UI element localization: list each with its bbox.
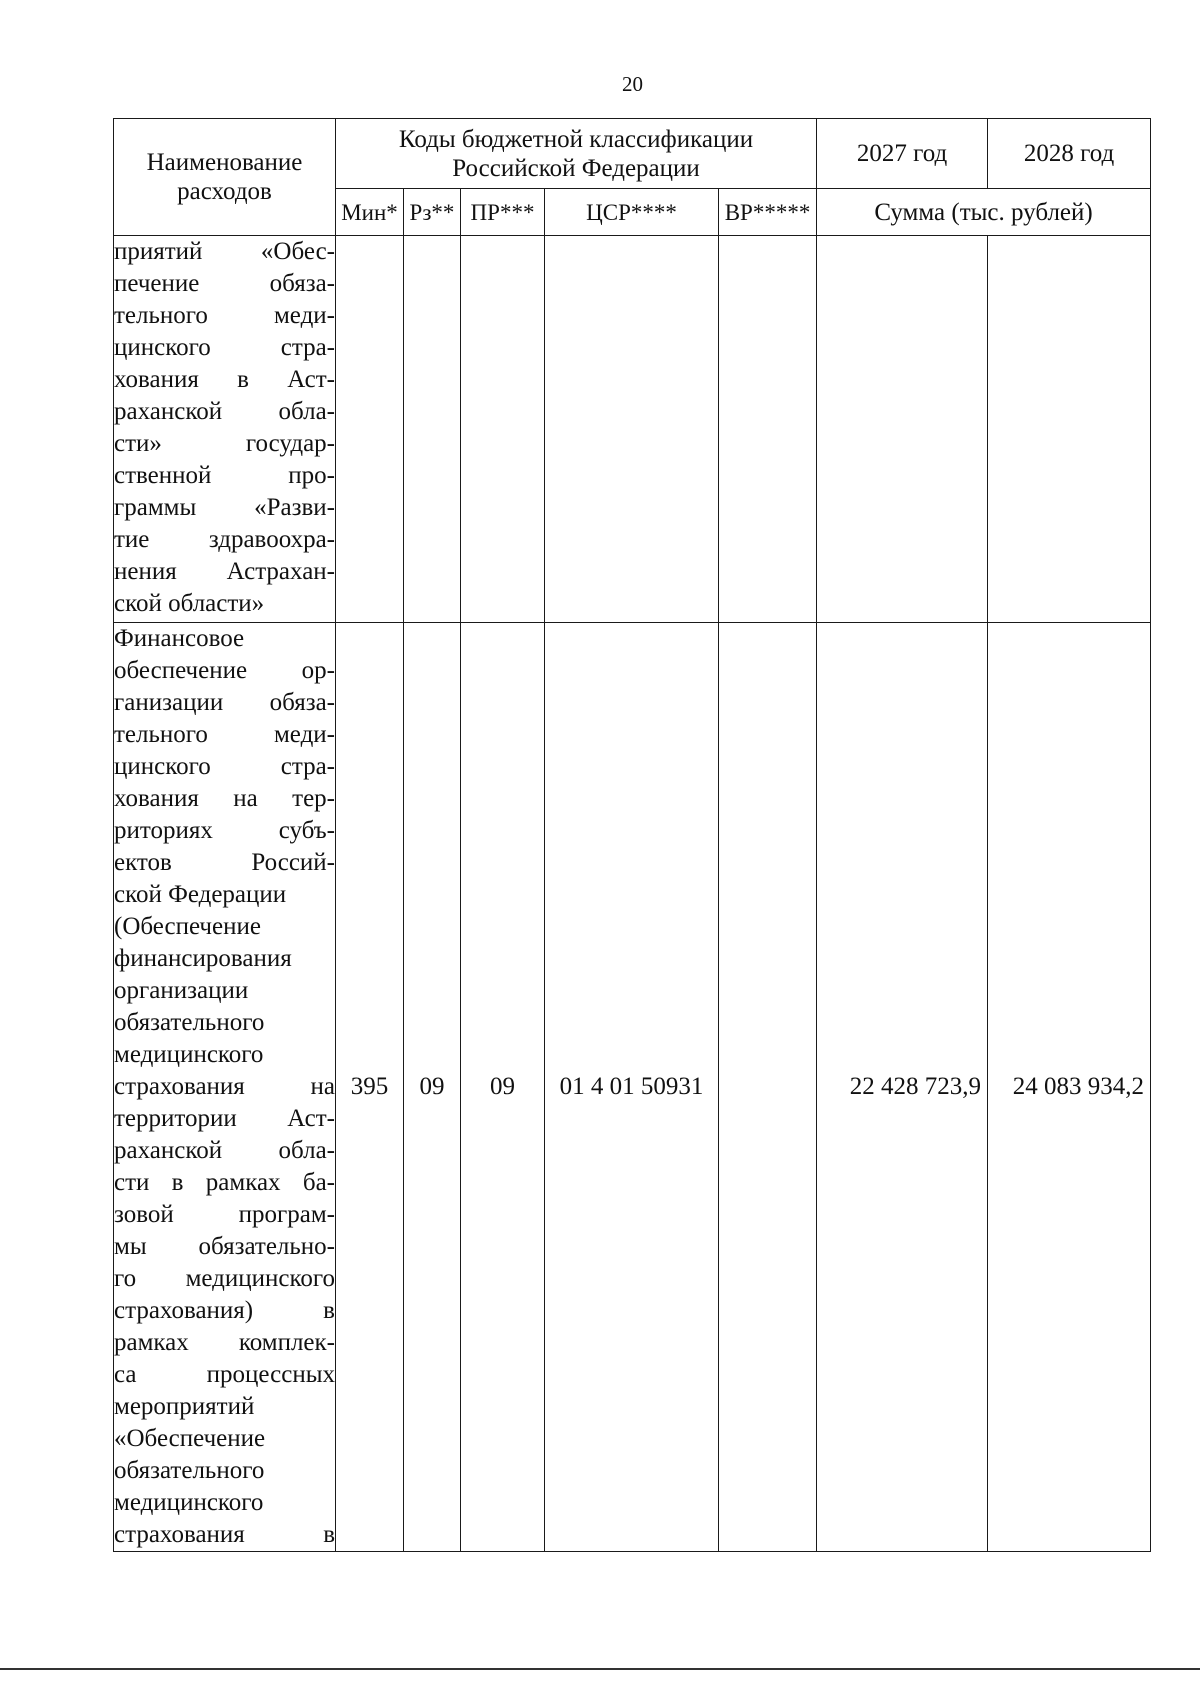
name-line: сти» государ-	[114, 430, 335, 457]
name-line: ганизации обяза-	[114, 689, 335, 716]
cell-pr	[461, 236, 545, 623]
cell-vr	[719, 623, 817, 1552]
header-year-2028: 2028 год	[988, 119, 1151, 189]
table-row	[114, 623, 1151, 1552]
name-line: хования в Аст-	[114, 366, 335, 393]
name-line: раханской обла-	[114, 1137, 335, 1164]
name-line: страхования в	[114, 1521, 335, 1548]
cell-csr	[545, 236, 719, 623]
row-name-cell	[114, 236, 336, 623]
name-line: са процессных	[114, 1361, 335, 1388]
cell-min	[336, 236, 404, 623]
table-row	[114, 236, 1151, 623]
header-pr: ПР***	[461, 189, 545, 236]
name-line: медицинского	[114, 1489, 264, 1516]
name-line: тельного меди-	[114, 721, 335, 748]
header-vr: ВР*****	[719, 189, 817, 236]
name-line: го медицинского	[114, 1265, 335, 1292]
header-name-column: Наименование расходов	[114, 119, 336, 236]
name-line: риториях субъ-	[114, 817, 335, 844]
cell-min: 395	[336, 623, 404, 1552]
name-line: обязательного	[114, 1457, 265, 1484]
name-line: (Обеспечение	[114, 913, 261, 940]
name-line: медицинского	[114, 1041, 264, 1068]
name-line: ственной про-	[114, 462, 335, 489]
name-line: Финансовое	[114, 625, 245, 652]
name-line: страхования) в	[114, 1297, 335, 1324]
page-number: 20	[622, 72, 643, 96]
name-line: мероприятий	[114, 1393, 255, 1420]
name-line: приятий «Обес-	[114, 238, 335, 265]
name-line: печение обяза-	[114, 270, 335, 297]
name-line: сти в рамках ба-	[114, 1169, 335, 1196]
name-line: территории Аст-	[114, 1105, 335, 1132]
name-line: обеспечение ор-	[114, 657, 335, 684]
cell-rz: 09	[404, 623, 461, 1552]
cell-sum-2028	[988, 236, 1151, 623]
name-line: цинского стра-	[114, 753, 335, 780]
cell-pr: 09	[461, 623, 545, 1552]
name-line: ской Федерации	[114, 881, 287, 908]
cell-rz	[404, 236, 461, 623]
header-csr: ЦСР****	[545, 189, 719, 236]
name-line: зовой програм-	[114, 1201, 335, 1228]
name-line: нения Астрахан-	[114, 558, 335, 585]
cell-vr	[719, 236, 817, 623]
name-line: «Обеспечение	[114, 1425, 266, 1452]
budget-table	[113, 118, 1151, 1552]
name-line: цинского стра-	[114, 334, 335, 361]
name-line: хования на тер-	[114, 785, 335, 812]
name-line: страхования на	[114, 1073, 335, 1100]
cell-csr: 01 4 01 50931	[545, 623, 719, 1552]
name-line: тие здравоохра-	[114, 526, 335, 553]
cell-sum-2027	[817, 236, 988, 623]
name-line: обязательного	[114, 1009, 265, 1036]
name-line: организации	[114, 977, 249, 1004]
header-year-2027: 2027 год	[817, 119, 988, 189]
name-line: раханской обла-	[114, 398, 335, 425]
header-row-top	[114, 119, 1151, 189]
cell-sum-2027: 22 428 723,9	[817, 623, 988, 1552]
row-name-cell	[114, 623, 336, 1552]
name-line: граммы «Разви-	[114, 494, 335, 521]
page-bottom-rule	[0, 1668, 1200, 1670]
cell-sum-2028: 24 083 934,2	[988, 623, 1151, 1552]
name-line: финансирования	[114, 945, 292, 972]
name-line: рамках комплек-	[114, 1329, 335, 1356]
header-min: Мин*	[336, 189, 404, 236]
name-line: ской области»	[114, 590, 265, 617]
name-line: ектов Россий-	[114, 849, 335, 876]
name-line: мы обязательно-	[114, 1233, 335, 1260]
header-rz: Рз**	[404, 189, 461, 236]
name-line: тельного меди-	[114, 302, 335, 329]
header-codes-group: Коды бюджетной классификации Российской Федерации	[336, 119, 817, 189]
header-sum: Сумма (тыс. рублей)	[817, 189, 1151, 236]
